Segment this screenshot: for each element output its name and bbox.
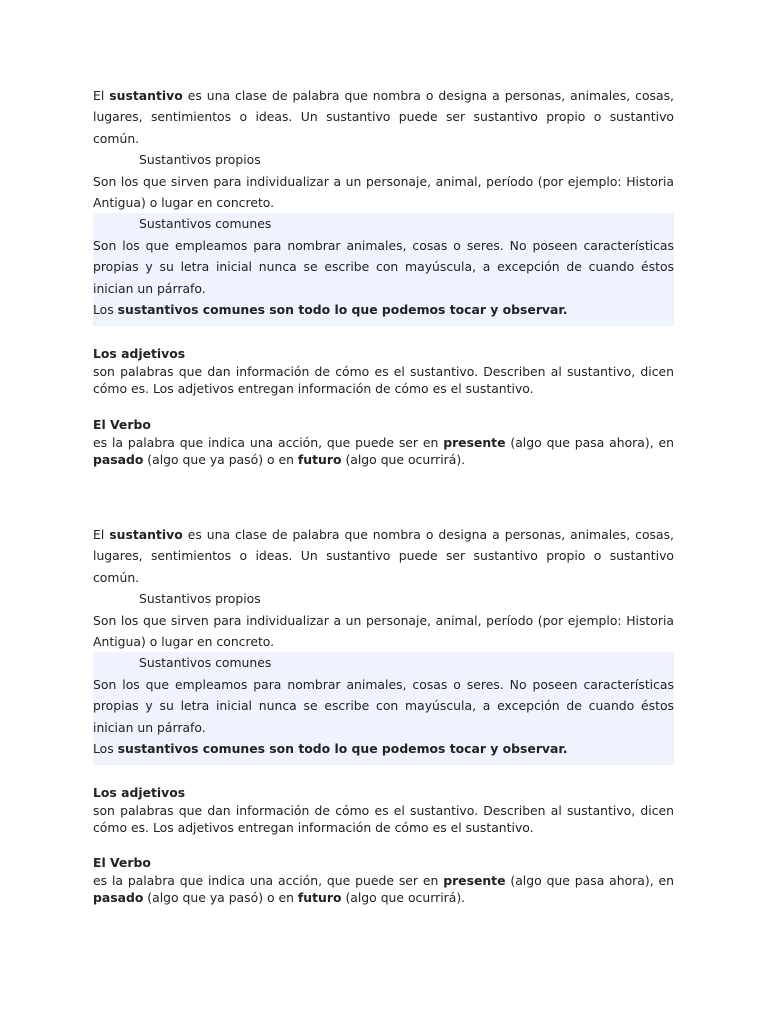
sustantivos-comunes-box — [93, 652, 674, 765]
text-run: es una clase de palabra que nombra o designa a personas, animales, cosas, lugares, sentimientos o ideas. Un sustantivo puede ser sustantivo propio o sustantivo común. — [93, 527, 674, 585]
text-run: El — [93, 88, 110, 103]
adjetivos-heading: Los adjetivos — [93, 785, 186, 800]
verbo-section-2 — [93, 854, 674, 907]
text-run: (algo que pasa ahora), en — [505, 872, 674, 888]
bold-term: pasado — [93, 452, 144, 468]
bold-term: futuro — [297, 890, 342, 906]
sustantivos-propios-text: Son los que sirven para individualizar a un personaje, animal, período (por ejemplo: Historia Antigua) o lugar en concreto. — [93, 173, 674, 211]
bold-term: presente — [443, 872, 506, 888]
sustantivo-intro-paragraph — [93, 85, 674, 149]
text-run: es una clase de palabra que nombra o designa a personas, animales, cosas, lugares, sentimientos o ideas. Un sustantivo puede ser sustantivo propio o sustantivo común. — [93, 88, 674, 146]
text-run: (algo que ocurrirá). — [341, 890, 466, 906]
sustantivos-comunes-box — [93, 213, 674, 326]
sustantivos-comunes-title: Sustantivos comunes — [139, 655, 272, 671]
bold-term: sustantivos comunes son todo lo que podemos tocar y observar. — [117, 741, 568, 757]
text-run: (algo que ya pasó) o en — [143, 452, 298, 468]
section-1 — [93, 85, 674, 326]
text-run: Los — [93, 741, 118, 757]
sustantivos-comunes-text: Son los que empleamos para nombrar animales, cosas o seres. No poseen características propias y su letra inicial nunca se escribe con mayúscula, a excepción de cuando éstos inician un párrafo. — [93, 676, 674, 735]
sustantivos-comunes-text: Son los que empleamos para nombrar animales, cosas o seres. No poseen características propias y su letra inicial nunca se escribe con mayúscula, a excepción de cuando éstos inician un párrafo. — [93, 237, 674, 296]
verbo-text — [93, 434, 674, 469]
text-run: es la palabra que indica una acción, que puede ser en — [93, 872, 444, 888]
sustantivos-propios-text: Son los que sirven para individualizar a un personaje, animal, período (por ejemplo: Historia Antigua) o lugar en concreto. — [93, 612, 674, 650]
adjetivos-section-2 — [93, 784, 674, 837]
text-run: (algo que ocurrirá). — [341, 452, 466, 468]
text-run: es la palabra que indica una acción, que puede ser en — [93, 434, 444, 450]
verbo-heading: El Verbo — [93, 855, 151, 870]
section-2 — [93, 524, 674, 765]
sustantivos-propios-title: Sustantivos propios — [139, 591, 261, 607]
verbo-heading: El Verbo — [93, 417, 151, 432]
verbo-text — [93, 872, 674, 907]
sustantivos-comunes-summary — [93, 299, 674, 326]
verbo-section-1 — [93, 416, 674, 469]
sustantivos-comunes-title: Sustantivos comunes — [139, 216, 272, 232]
bold-term: futuro — [297, 452, 342, 468]
bold-term: sustantivos comunes son todo lo que podemos tocar y observar. — [117, 302, 568, 318]
bold-term: pasado — [93, 890, 144, 906]
adjetivos-section-1 — [93, 345, 674, 398]
text-run: (algo que ya pasó) o en — [143, 890, 298, 906]
text-run: El — [93, 527, 110, 542]
adjetivos-text: son palabras que dan información de cómo es el sustantivo. Describen al sustantivo, dicen cómo es. Los adjetivos entregan información de cómo es el sustantivo. — [93, 802, 674, 836]
sustantivo-intro-paragraph — [93, 524, 674, 588]
text-run: Los — [93, 302, 118, 318]
text-run: (algo que pasa ahora), en — [505, 434, 674, 450]
adjetivos-heading: Los adjetivos — [93, 346, 186, 361]
sustantivos-comunes-summary — [93, 738, 674, 765]
bold-term: presente — [443, 434, 506, 450]
adjetivos-text: son palabras que dan información de cómo es el sustantivo. Describen al sustantivo, dicen cómo es. Los adjetivos entregan información de cómo es el sustantivo. — [93, 363, 674, 397]
sustantivos-propios-title: Sustantivos propios — [139, 152, 261, 168]
bold-term: sustantivo — [109, 88, 183, 103]
bold-term: sustantivo — [109, 527, 183, 542]
